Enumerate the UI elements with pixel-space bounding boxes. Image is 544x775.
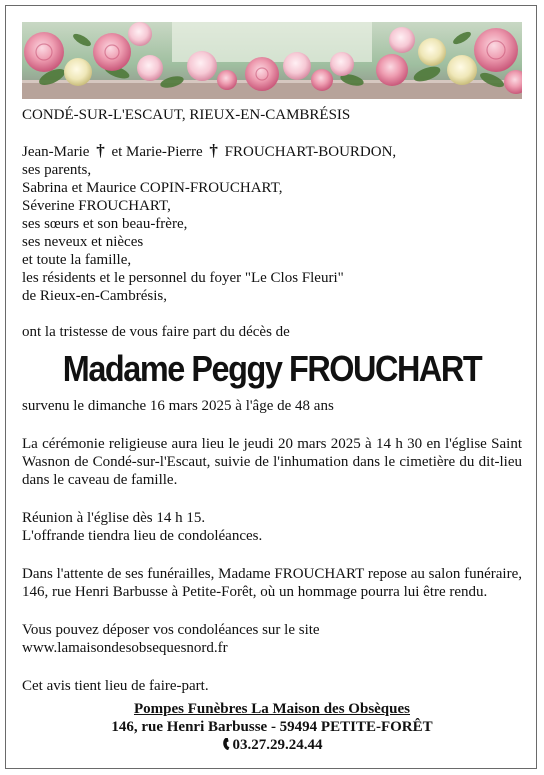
- rest-text: Dans l'attente de ses funérailles, Madame FROUCHART repose au salon funéraire, 146, rue Henri Barbusse à Petite-Forêt, où un hommage pourra lui être rendu.: [22, 566, 522, 600]
- obituary-body: [22, 106, 522, 695]
- meeting-line: Réunion à l'église dès 14 h 15.: [22, 510, 206, 526]
- mother-name: et Marie-Pierre: [111, 144, 203, 160]
- offering-line: L'offrande tiendra lieu de condoléances.: [22, 528, 263, 544]
- ceremony-text: La cérémonie religieuse aura lieu le jeudi 20 mars 2025 à 14 h 30 en l'église Saint Wasnon de Condé-sur-l'Escaut, suivie de l'inhumation dans le cimetière du dit-lieu dans le caveau de famille.: [22, 436, 522, 488]
- family-line: ses neveux et nièces: [22, 234, 144, 250]
- funeral-home-name: Pompes Funèbres La Maison des Obsèques: [133, 701, 410, 717]
- funeral-home-phone[interactable]: [22, 736, 522, 754]
- deceased-name: Madame Peggy FROUCHART: [62, 348, 482, 389]
- funeral-home-footer: [22, 700, 522, 754]
- phone-icon: [222, 737, 233, 751]
- location-header: CONDÉ-SUR-L'ESCAUT, RIEUX-EN-CAMBRÉSIS: [22, 107, 351, 123]
- family-line: de Rieux-en-Cambrésis,: [22, 288, 167, 304]
- roses-illustration: [22, 22, 522, 99]
- cross-icon: †: [96, 141, 105, 160]
- family-line: ses sœurs et son beau-frère,: [22, 216, 188, 232]
- family-line: les résidents et le personnel du foyer "Le Clos Fleuri": [22, 270, 344, 286]
- family-line: et toute la famille,: [22, 252, 132, 268]
- parents-surname: FROUCHART-BOURDON,: [224, 144, 397, 160]
- condolences-website[interactable]: www.lamaisondesobsequesnord.fr: [22, 640, 228, 656]
- roses-banner-image: [22, 22, 522, 99]
- condolences-line: Vous pouvez déposer vos condoléances sur le site: [22, 622, 320, 638]
- father-name: Jean-Marie: [22, 144, 90, 160]
- death-info: survenu le dimanche 16 mars 2025 à l'âge de 48 ans: [22, 398, 334, 414]
- announcement-intro: ont la tristesse de vous faire part du décès de: [22, 324, 290, 340]
- family-line-parents-names: [22, 142, 522, 161]
- family-line: ses parents,: [22, 162, 92, 178]
- cross-icon: †: [209, 141, 218, 160]
- phone-number: 03.27.29.24.44: [232, 737, 323, 753]
- closing-line: Cet avis tient lieu de faire-part.: [22, 678, 209, 694]
- funeral-home-address: 146, rue Henri Barbusse - 59494 PETITE-FORÊT: [111, 719, 433, 735]
- family-line: Sabrina et Maurice COPIN-FROUCHART,: [22, 180, 283, 196]
- family-line: Séverine FROUCHART,: [22, 198, 171, 214]
